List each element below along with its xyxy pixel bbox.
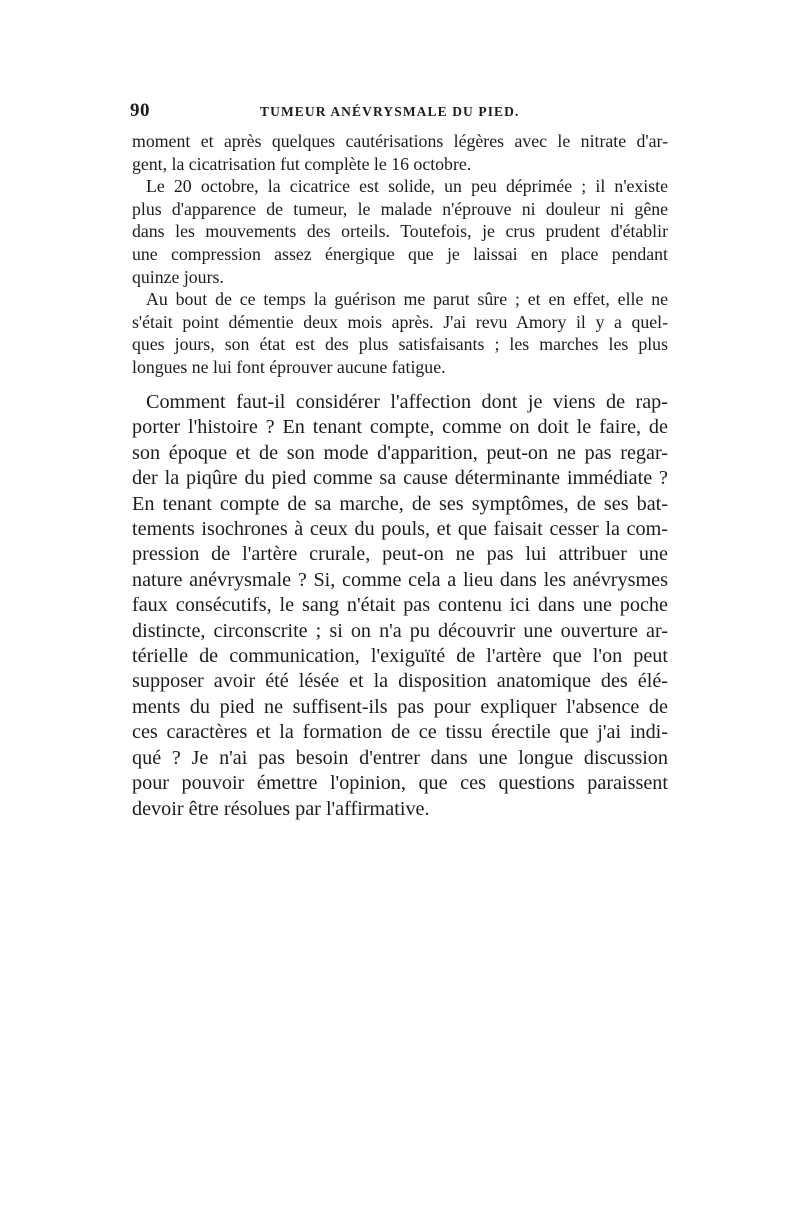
text-line: ques jours, son état est des plus satisfaisants ; les marches les plus <box>132 334 668 355</box>
page-number: 90 <box>130 100 150 121</box>
text-line: faux consécutifs, le sang n'était pas contenu ici dans une poche <box>132 594 668 617</box>
text-line: plus d'apparence de tumeur, le malade n'éprouve ni douleur ni gêne <box>132 198 668 219</box>
text-line: dans les mouvements des orteils. Toutefois, je crus prudent d'établir <box>132 221 668 242</box>
text-line: ments du pied ne suffisent-ils pas pour expliquer l'absence de <box>132 695 668 718</box>
text-line: Au bout de ce temps la guérison me parut sûre ; et en effet, elle ne <box>146 289 668 310</box>
text-line: gent, la cicatrisation fut complète le 16 octobre. <box>132 153 472 174</box>
text-line: quinze jours. <box>132 266 224 287</box>
text-line: térielle de communication, l'exiguïté de l'artère que l'on peut <box>132 645 668 668</box>
text-line: longues ne lui font éprouver aucune fatigue. <box>132 356 446 377</box>
text-line: pour pouvoir émettre l'opinion, que ces questions paraissent <box>132 772 668 795</box>
case-report-paragraphs <box>132 130 668 379</box>
text-line: devoir être résolues par l'affirmative. <box>132 797 430 820</box>
text-line: porter l'histoire ? En tenant compte, comme on doit le faire, de <box>132 416 668 439</box>
text-line: Comment faut-il considérer l'affection dont je viens de rap- <box>146 391 668 413</box>
text-line: son époque et de son mode d'apparition, peut-on ne pas regar- <box>132 441 668 464</box>
text-line: s'était point démentie deux mois après. J'ai revu Amory il y a quel- <box>132 311 668 332</box>
running-title: TUMEUR ANÉVRYSMALE DU PIED. <box>260 104 520 119</box>
text-line: tements isochrones à ceux du pouls, et que faisait cesser la com- <box>132 518 668 541</box>
text-line: pression de l'artère crurale, peut-on ne pas lui attribuer une <box>132 543 668 566</box>
text-line: En tenant compte de sa marche, de ses symptômes, de ses bat- <box>132 492 668 515</box>
text-line: supposer avoir été lésée et la disposition anatomique des élé- <box>132 670 668 693</box>
text-line: distincte, circonscrite ; si on n'a pu découvrir une ouverture ar- <box>132 619 668 642</box>
text-line: der la piqûre du pied comme sa cause déterminante immédiate ? <box>132 467 668 490</box>
text-line: une compression assez énergique que je laissai en place pendant <box>132 243 668 264</box>
text-line: Le 20 octobre, la cicatrice est solide, un peu déprimée ; il n'existe <box>146 176 668 197</box>
discussion-paragraph <box>132 390 668 822</box>
running-head <box>130 100 670 126</box>
text-line: nature anévrysmale ? Si, comme cela a lieu dans les anévrysmes <box>132 568 668 591</box>
text-line: moment et après quelques cautérisations légères avec le nitrate d'ar- <box>132 131 668 151</box>
text-line: qué ? Je n'ai pas besoin d'entrer dans une longue discussion <box>132 746 668 769</box>
text-line: ces caractères et la formation de ce tissu érectile que j'ai indi- <box>132 721 668 744</box>
